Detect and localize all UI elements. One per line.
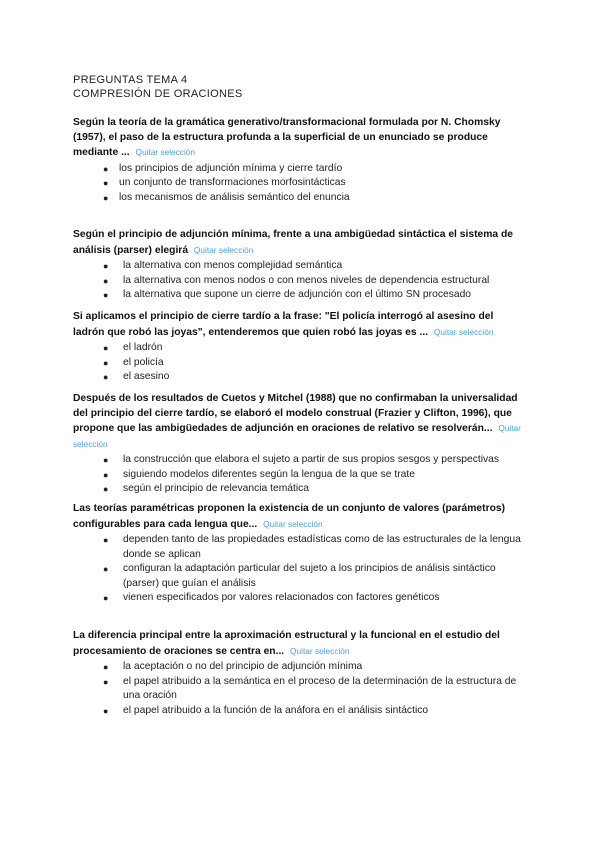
option-item[interactable] (73, 370, 523, 385)
option-item[interactable] (73, 176, 523, 191)
question-3 (73, 310, 523, 385)
options-list (73, 533, 523, 606)
bullet-icon: ● (103, 676, 109, 687)
clear-selection-link[interactable]: Quitar selección (290, 645, 350, 656)
option-label: la construcción que elabora el sujeto a partir de sus propios sesgos y perspectivas (123, 454, 500, 465)
option-label: la alternativa con menos nodos o con menos niveles de dependencia estructural (123, 274, 490, 286)
option-item[interactable] (73, 341, 523, 356)
option-label: el asesino (123, 371, 170, 382)
bullet-icon: ● (103, 290, 109, 300)
option-label: el ladrón (123, 342, 163, 353)
option-item[interactable] (73, 288, 523, 303)
option-item[interactable] (73, 191, 523, 206)
option-label: según el principio de relevancia temática (123, 483, 310, 494)
question-2-text: Según el principio de adjunción mínima, frente a una ambigüedad sintáctica el sistema de análisis (parser) elegirá (73, 229, 514, 256)
option-label: el papel atribuido a la función de la anáfora en el análisis sintáctico (123, 704, 429, 716)
option-label: la alternativa que supone un cierre de adjunción con el último SN procesado (123, 289, 472, 300)
question-text (73, 228, 523, 258)
option-item[interactable] (73, 660, 523, 675)
clear-selection-link[interactable]: Quitar selección (73, 423, 521, 449)
bullet-icon: ● (103, 372, 109, 382)
option-label: dependen tanto de las propiedades estadísticas como de las estructurales de la lengua donde se aplican (123, 534, 521, 560)
bullet-icon: ● (103, 535, 109, 545)
option-item[interactable] (73, 259, 523, 274)
option-item[interactable] (73, 453, 523, 468)
document-header (73, 73, 242, 101)
option-item[interactable] (73, 533, 523, 562)
option-label: el policía (123, 356, 164, 368)
question-text (73, 392, 523, 452)
options-list (73, 259, 523, 303)
option-label: siguiendo modelos diferentes según la lengua de la que se trate (123, 468, 415, 480)
option-label: un conjunto de transformaciones morfosintácticas (119, 177, 346, 188)
option-item[interactable] (73, 482, 523, 497)
bullet-icon: ● (103, 178, 109, 188)
option-item[interactable] (73, 562, 523, 591)
option-label: el papel atribuido a la semántica en el proceso de la determinación de la estructura de una oración (123, 675, 517, 701)
option-item[interactable] (73, 468, 523, 483)
option-label: vienen especificados por valores relacionados con factores genéticos (123, 592, 440, 603)
bullet-icon: ● (103, 593, 109, 603)
bullet-icon: ● (103, 705, 109, 716)
question-2 (73, 228, 523, 303)
options-list (73, 341, 523, 385)
option-item[interactable] (73, 274, 523, 289)
option-label: la alternativa con menos complejidad semántica (123, 260, 343, 271)
option-label: la aceptación o no del principio de adjunción mínima (123, 661, 363, 672)
question-1 (73, 116, 523, 205)
bullet-icon: ● (103, 357, 109, 368)
options-list (73, 162, 523, 206)
clear-selection-link[interactable]: Quitar selección (193, 244, 254, 255)
bullet-icon: ● (103, 564, 109, 574)
option-item[interactable] (73, 591, 523, 606)
question-4-text: Después de los resultados de Cuetos y Mitchel (1988) que no confirmaban la universalidad del principio del cierre tardío, se elaboró el modelo construal (Frazier y Clifton, 1996), que propone que las ambigüedades de adjunción en oraciones de relativo se resolverán... (73, 393, 518, 434)
bullet-icon: ● (103, 261, 109, 271)
question-3-text: Si aplicamos el principio de cierre tardío a la frase: "El policía interrogó al asesino del ladrón que robó las joyas", entenderemos que quien robó las joyas es ... (73, 311, 494, 338)
question-text (73, 502, 523, 532)
bullet-icon: ● (103, 163, 109, 174)
header-title: PREGUNTAS TEMA 4 (73, 74, 188, 86)
option-item[interactable] (73, 704, 523, 719)
options-list (73, 453, 523, 497)
option-label: los principios de adjunción mínima y cierre tardío (119, 162, 343, 174)
question-5-text: Las teorías paramétricas proponen la existencia de un conjunto de valores (parámetros) configurables para cada lengua que... (73, 503, 506, 530)
bullet-icon: ● (103, 662, 109, 672)
bullet-icon: ● (103, 484, 109, 494)
question-6-text: La diferencia principal entre la aproximación estructural y la funcional en el estudio del procesamiento de oraciones se centra en... (73, 630, 500, 657)
bullet-icon: ● (103, 469, 109, 480)
clear-selection-link[interactable]: Quitar selección (135, 147, 196, 157)
bullet-icon: ● (103, 343, 109, 353)
header-subtitle: COMPRESIÓN DE ORACIONES (73, 88, 243, 100)
question-text (73, 310, 523, 340)
option-label: los mecanismos de análisis semántico del enuncia (119, 191, 350, 203)
option-item[interactable] (73, 675, 523, 704)
question-5 (73, 502, 523, 606)
option-label: configuran la adaptación particular del sujeto a los principios de análisis sintáctico (parser) que guían el análisis (123, 563, 496, 589)
option-item[interactable] (73, 162, 523, 177)
options-list (73, 660, 523, 718)
clear-selection-link[interactable]: Quitar selección (263, 518, 323, 529)
bullet-icon: ● (103, 192, 109, 203)
question-4 (73, 392, 523, 497)
question-text (73, 116, 523, 161)
question-6 (73, 629, 523, 718)
question-text (73, 629, 523, 659)
question-1-text: Según la teoría de la gramática generativo/transformacional formulada por N. Chomsky (1957), el paso de la estructura profunda a la superficial de un enunciado se produce mediante ... (73, 117, 501, 158)
bullet-icon: ● (103, 275, 109, 286)
option-item[interactable] (73, 356, 523, 371)
bullet-icon: ● (103, 455, 109, 465)
clear-selection-link[interactable]: Quitar selección (433, 326, 494, 337)
